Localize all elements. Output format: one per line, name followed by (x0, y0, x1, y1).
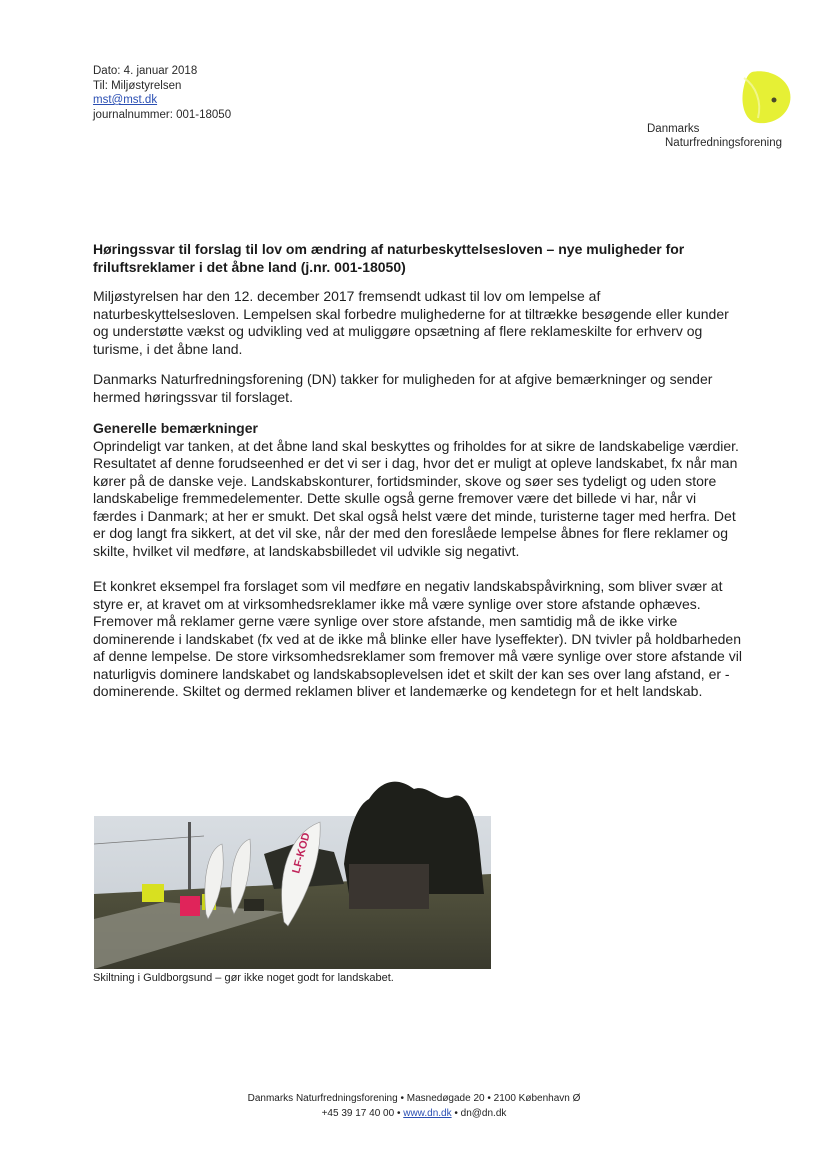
footer-phone: +45 39 17 40 00 (321, 1108, 395, 1119)
logo-wordmark (647, 122, 782, 150)
letter-meta (93, 64, 231, 122)
document-title: Høringssvar til forslag til lov om ændring af naturbeskyttelsesloven – nye muligheder for friluftsreklamer i det åbne land (j.nr. 001-18050) (93, 241, 685, 275)
footer-web-link[interactable]: www.dn.dk (403, 1108, 452, 1119)
intro-paragraph: Miljøstyrelsen har den 12. december 2017 fremsendt udkast til lov om lempelse af naturbeskyttelsesloven. Lempelsen skal forbedre mulighederne for at tiltrække besøgende eller kunder og understøtte vækst og udvikling ved at muliggøre opsætning af flere reklameskilte for erhverv og turisme, i det åbne land. (93, 288, 729, 357)
general-paragraph: Oprindeligt var tanken, at det åbne land skal beskyttes og friholdes for at sikre de landskabelige værdier. Resultatet af denne forudseenhed er det vi ser i dag, hvor det er muligt at opleve landskabet, fx når man kører på de danske veje. Landskabskonturer, fortidsminder, skove og søer ses tydeligt og uden store landskabelige fremmedelementer. Dette skulle også gerne fremover være det billede vi har, når vi færdes i Danmark; at her er smukt. Det skal også helst være det minde, turisterne tager med herfra. Det er dog langt fra sikkert, at det vil ske, når der med den foreslåede lempelse åbnes for flere reklamer og skilte, hvilket vil medføre, at landskabsbilledet vil udvikle sig negativt. (93, 437, 739, 559)
footer-contact: +45 39 17 40 00 • www.dn.dk • dn@dn.dk (321, 1108, 507, 1119)
section-heading: Generelle bemærkninger (93, 420, 258, 436)
email-link[interactable]: mst@mst.dk (93, 94, 158, 106)
footer-street: Masnedøgade 20 (406, 1093, 485, 1104)
date-line: Dato: 4. januar 2018 (93, 65, 198, 77)
footer-org: Danmarks Naturfredningsforening (247, 1093, 398, 1104)
roadside-signs-photo (94, 744, 491, 969)
footer-city: 2100 København Ø (493, 1093, 581, 1104)
thanks-paragraph: Danmarks Naturfredningsforening (DN) takker for muligheden for at afgive bemærkninger og sender hermed høringssvar til forslaget. (93, 371, 713, 405)
flag-label: LF-KOD (290, 831, 313, 875)
recipient-line: Til: Miljøstyrelsen (93, 79, 182, 92)
logo-line2: Naturfredningsforening (665, 137, 782, 149)
footer-mail[interactable]: dn@dn.dk (460, 1108, 507, 1119)
footer-address: Danmarks Naturfredningsforening • Masnedøgade 20 • 2100 København Ø (247, 1093, 581, 1104)
general-section (93, 420, 743, 560)
example-paragraph: Et konkret eksempel fra forslaget som vil medføre en negativ landskabspåvirkning, som bliver svær at styre er, at kravet om at virksomhedsreklamer ikke må være synlige over store afstande ophæves. Fremover må reklamer gerne være synlige over store afstande, men samtidig må de ikke virke dominerende i landskabet (fx ved at de ikke må blinke eller have lyseffekter). DN tvivler på holdbarheden af denne lempelse. De store virksomhedsreklamer som fremover må være synlige over store afstande vil naturligvis dominere landskabet og landskabsoplevelsen idet et skilt der kan ses over lang afstand, er - dominerende. Skiltet og dermed reklamen bliver et landemærke og kendetegn for et helt landskab. (93, 578, 742, 699)
journal-line: journalnummer: 001-18050 (93, 108, 232, 121)
photo-caption: Skiltning i Guldborgsund – gør ikke noget godt for landskabet. (93, 972, 394, 984)
logo-line1: Danmarks (647, 123, 700, 135)
